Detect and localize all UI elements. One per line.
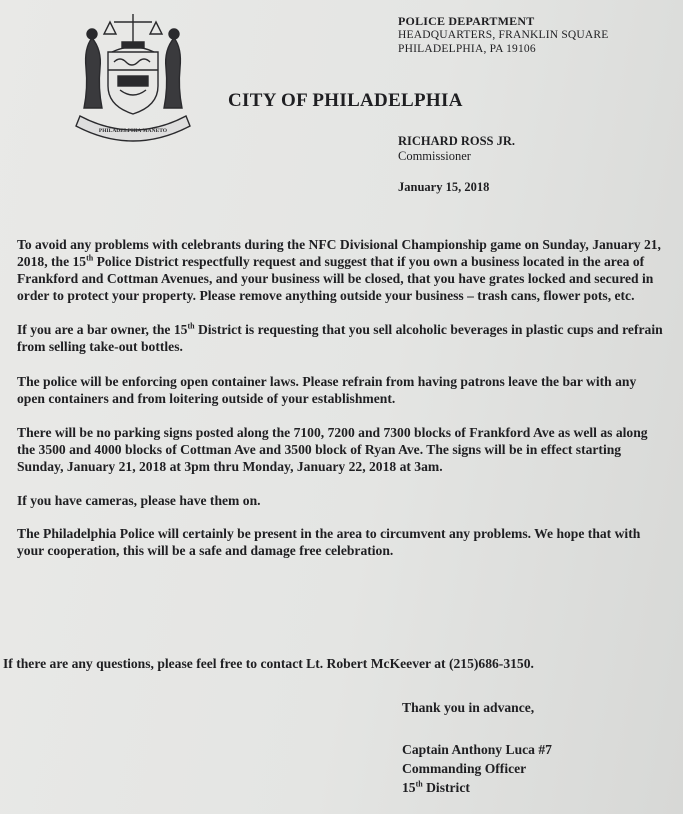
ordinal-suffix: th xyxy=(415,779,423,789)
commissioner-block xyxy=(398,134,515,164)
closing-thanks: Thank you in advance, xyxy=(402,700,535,715)
paragraph-3: The police will be enforcing open container laws. Please refrain from having patrons leave the bar with any open containers and from loitering outside of your establishment. xyxy=(17,373,637,406)
paragraph-2-text-a: If you are a bar owner, the 15 xyxy=(17,322,188,338)
paragraph-1-text-a: To avoid any problems with celebrants during the NFC Divisional Championship game on Sunday, January 21, 2018, the 15 xyxy=(17,237,661,270)
ordinal-suffix: th xyxy=(187,321,195,331)
commissioner-name: RICHARD ROSS JR. xyxy=(398,134,516,148)
signer-district xyxy=(402,778,552,797)
paragraph-4: There will be no parking signs posted along the 7100, 7200 and 7300 blocks of Frankford Ave as well as along the 3500 and 4000 blocks of Cottman Ave and 3500 block of Ryan Ave. The signs will be in effect starting Sunday, January 21, 2018 at 3pm thru Monday, January 22, 2018 at 3am. xyxy=(17,424,648,474)
paragraph-2 xyxy=(17,321,667,355)
department-block xyxy=(398,14,609,56)
address-line-2: PHILADELPHIA, PA 19106 xyxy=(398,43,536,55)
letter-body xyxy=(17,236,667,576)
district-number: 15 xyxy=(402,780,416,795)
city-title: CITY OF PHILADELPHIA xyxy=(228,90,463,111)
department-name: POLICE DEPARTMENT xyxy=(398,14,535,28)
commissioner-title: Commissioner xyxy=(398,149,471,163)
seal-motto: PHILADELPHIA MANETO xyxy=(98,128,168,134)
district-word: District xyxy=(422,780,470,795)
paragraph-1 xyxy=(17,236,667,304)
city-seal-icon xyxy=(62,8,204,158)
address-line-1: HEADQUARTERS, FRANKLIN SQUARE xyxy=(398,29,609,41)
signer-name: Captain Anthony Luca #7 xyxy=(402,742,552,757)
paragraph-6: The Philadelphia Police will certainly be present in the area to circumvent any problems. We hope that with your cooperation, this will be a safe and damage free celebration. xyxy=(17,526,641,559)
paragraph-2-text-b: District is requesting that you sell alcoholic beverages in plastic cups and refrain from selling take-out bottles. xyxy=(17,322,663,355)
signer-title: Commanding Officer xyxy=(402,761,527,776)
paragraph-1-text-b: Police District respectfully request and suggest that if you own a business located in the area of Frankford and Cottman Avenues, and your business will be closed, that you have grates locked and secured in order to protect your property. Please remove anything outside your business – trash cans, flower pots, etc. xyxy=(17,254,654,304)
signature-block xyxy=(402,740,552,797)
contact-line: If there are any questions, please feel free to contact Lt. Robert McKeever at (215)686-3150. xyxy=(3,656,534,671)
letter-date: January 15, 2018 xyxy=(398,180,490,194)
paragraph-5: If you have cameras, please have them on. xyxy=(17,493,261,509)
ordinal-suffix: th xyxy=(86,253,94,263)
